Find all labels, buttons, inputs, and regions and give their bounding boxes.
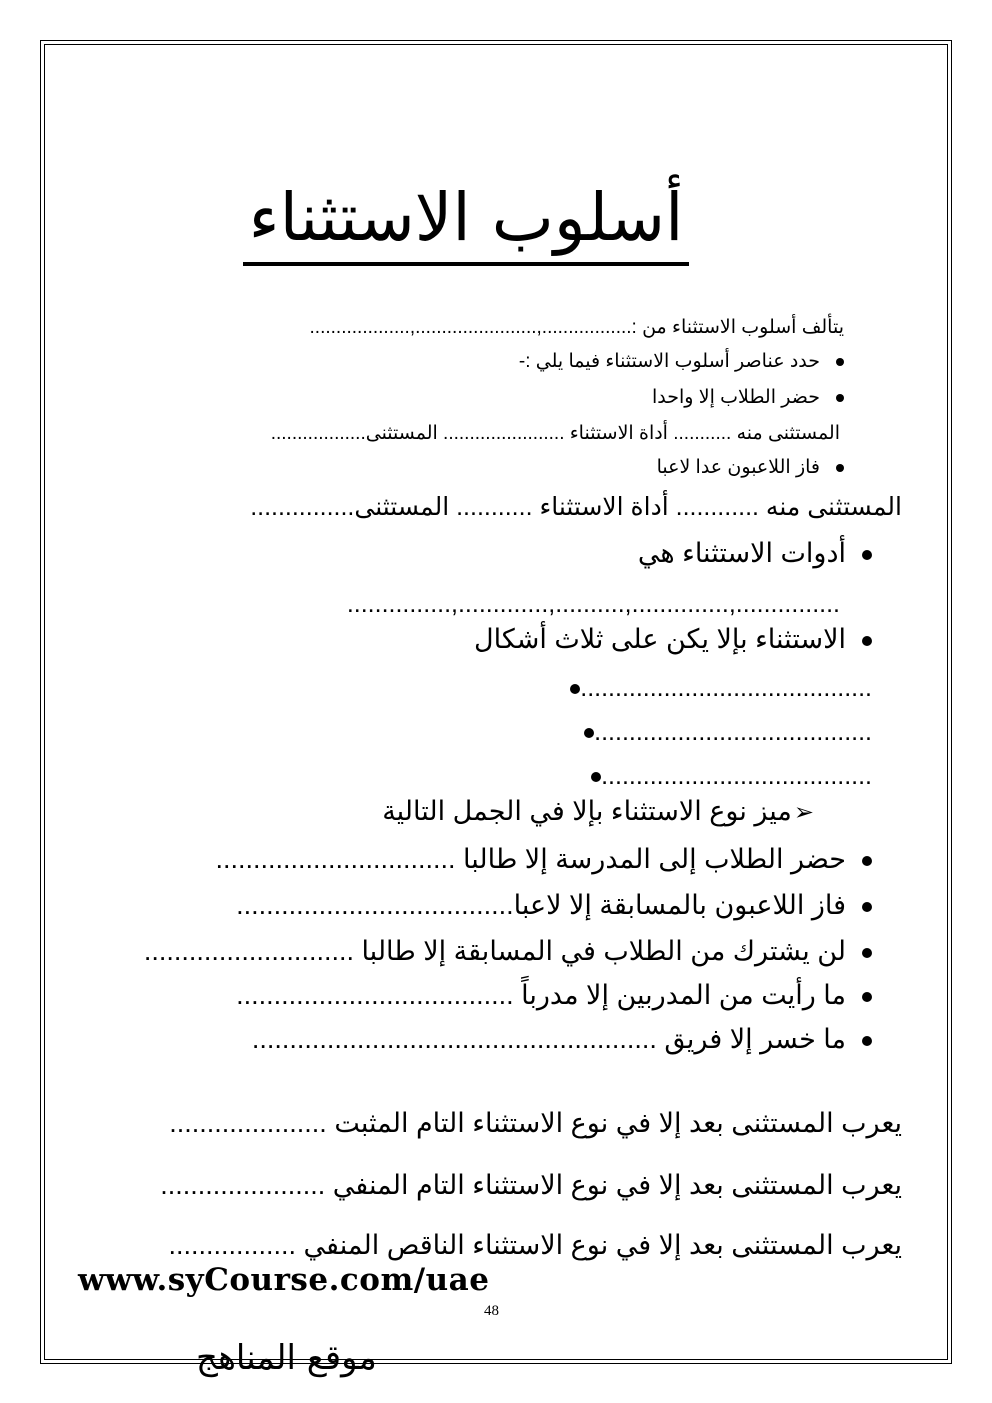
parsing-line-3: يعرب المستثنى بعد إلا في نوع الاستثناء الناقص المنفي ................. <box>168 1230 902 1260</box>
bullet-icon <box>862 992 872 1002</box>
tools-answer-blank: ...............,.............,..........,..............,............... <box>346 590 840 618</box>
forms-question: الاستثناء بإلا يكن على ثلاث أشكال <box>474 624 872 655</box>
forms-blank-2: ........................................ <box>568 718 872 747</box>
bullet-icon <box>862 856 872 866</box>
parsing-line-2: يعرب المستثنى بعد إلا في نوع الاستثناء التام المنفي ...................... <box>160 1170 902 1200</box>
bullet-icon <box>570 684 580 694</box>
intro-line: يتألف أسلوب الاستثناء من :.................,.......................,................... <box>309 317 844 338</box>
page-number: 48 <box>484 1303 499 1319</box>
distinguish-item-1: حضر الطلاب إلى المدرسة إلا طالبا ................................ <box>215 844 872 875</box>
bullet-icon <box>836 394 844 402</box>
distinguish-item-3: لن يشترك من الطلاب في المسابقة إلا طالبا ............................ <box>144 936 872 967</box>
bullet-icon <box>591 772 601 782</box>
footer-url: www.syCourse.com/uae <box>78 1262 490 1298</box>
bullet-icon <box>862 902 872 912</box>
bullet-icon <box>862 948 872 958</box>
distinguish-heading: ➢ميز نوع الاستثناء بإلا في الجمل التالية <box>382 796 814 826</box>
example-2-parts: المستثنى منه ............ أداة الاستثناء ........... المستثنى............... <box>250 493 902 521</box>
parsing-line-1: يعرب المستثنى بعد إلا في نوع الاستثناء التام المثبت ..................... <box>169 1108 902 1138</box>
site-brand: موقع المناهج <box>196 1338 377 1378</box>
example-2-sentence: فاز اللاعبون عدا لاعبا <box>657 456 844 479</box>
bullet-icon <box>862 636 872 646</box>
bullet-icon <box>584 728 594 738</box>
distinguish-item-2: فاز اللاعبون بالمسابقة إلا لاعبا..................................... <box>236 890 872 921</box>
distinguish-item-5: ما خسر إلا فريق ...................................................... <box>252 1024 872 1055</box>
tools-question: أدوات الاستثناء هي <box>638 538 872 569</box>
bullet-icon <box>836 464 844 472</box>
arrow-bullet-icon: ➢ <box>793 799 814 826</box>
bullet-icon <box>862 1036 872 1046</box>
page-title: أسلوب الاستثناء <box>0 178 932 266</box>
forms-blank-1: .......................................... <box>554 674 872 703</box>
distinguish-item-4: ما رأيت من المدربين إلا مدرباً ..................................... <box>236 980 872 1011</box>
bullet-icon <box>836 358 844 366</box>
bullet-icon <box>862 550 872 560</box>
example-1-parts: المستثنى منه ........... أداة الاستثناء ....................... المستثنى.................. <box>270 423 840 444</box>
example-1-sentence: حضر الطلاب إلا واحدا <box>652 386 844 409</box>
question-identify: حدد عناصر أسلوب الاستثناء فيما يلي :- <box>519 350 844 373</box>
forms-blank-3: ....................................... <box>575 762 872 791</box>
